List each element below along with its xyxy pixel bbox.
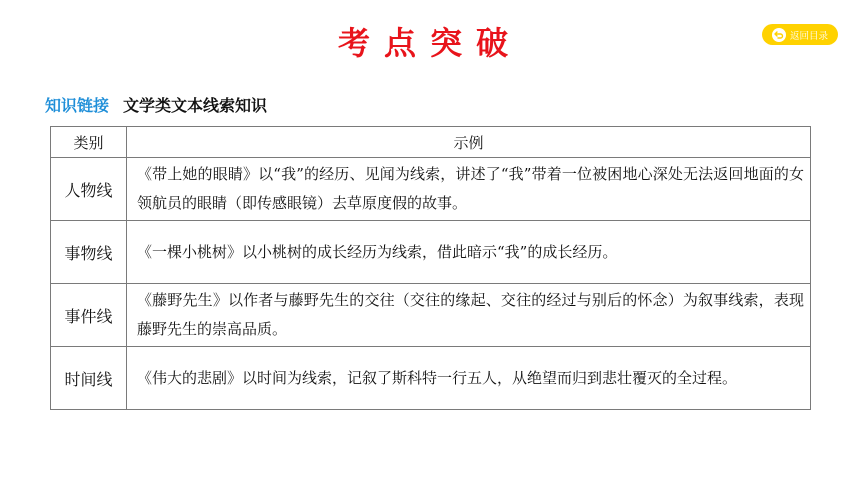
page-title: 考点突破 <box>337 24 522 62</box>
category-cell: 事件线 <box>51 284 127 347</box>
table-row <box>51 284 811 347</box>
column-header-category: 类别 <box>51 127 127 158</box>
section-label: 知识链接 <box>45 96 110 115</box>
table-row <box>51 221 811 284</box>
example-cell: 《带上她的眼睛》以“我”的经历、见闻为线索，讲述了“我”带着一位被困地心深处无法返回地面的女领航员的眼睛（即传感眼镜）去草原度假的故事。 <box>127 158 811 221</box>
example-cell: 《藤野先生》以作者与藤野先生的交往（交往的缘起、交往的经过与别后的怀念）为叙事线索，表现藤野先生的崇高品质。 <box>127 284 811 347</box>
clue-knowledge-table <box>50 126 811 410</box>
back-button-label: 返回目录 <box>789 30 828 42</box>
table-row <box>51 347 811 410</box>
section-title: 文学类文本线索知识 <box>123 96 268 115</box>
example-cell: 《伟大的悲剧》以时间为线索，记叙了斯科特一行五人，从绝望而归到悲壮覆灭的全过程。 <box>127 347 811 410</box>
column-header-example: 示例 <box>127 127 811 158</box>
back-to-contents-button[interactable] <box>762 24 838 45</box>
return-arrow-icon <box>772 28 786 42</box>
category-cell: 时间线 <box>51 347 127 410</box>
table-row <box>51 158 811 221</box>
category-cell: 事物线 <box>51 221 127 284</box>
category-cell: 人物线 <box>51 158 127 221</box>
example-cell: 《一棵小桃树》以小桃树的成长经历为线索，借此暗示“我”的成长经历。 <box>127 221 811 284</box>
knowledge-link-heading <box>45 93 267 116</box>
table-header-row <box>51 127 811 158</box>
